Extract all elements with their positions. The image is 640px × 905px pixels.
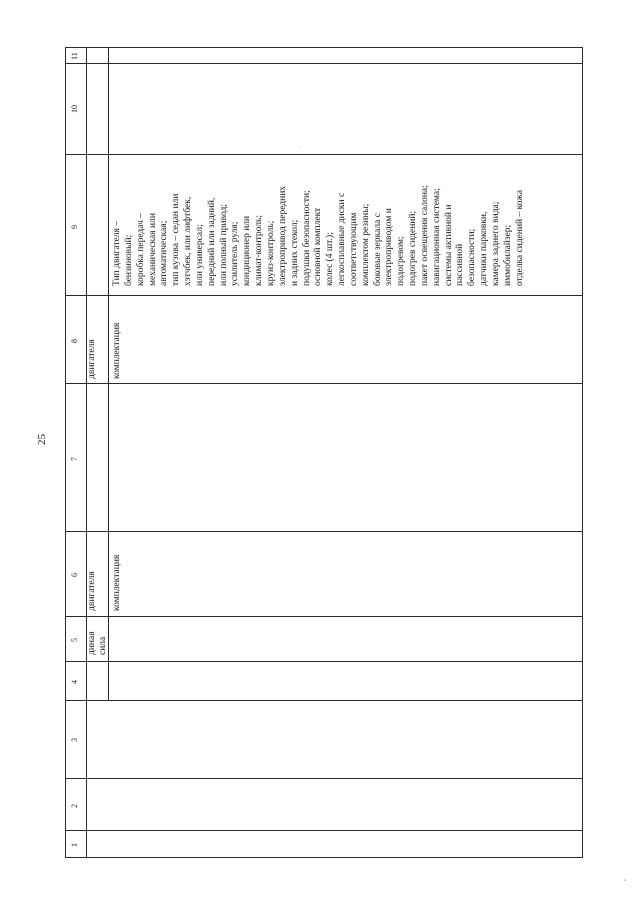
equipment-list-item: климат-контроль; [254,215,265,286]
equipment-list-item: комплектом резины; [360,203,371,286]
equipment-list-item: боковые зеркала с [372,213,383,286]
equipment-list-item: камера заднего вида; [491,201,501,286]
col9-equipment-list [112,0,527,286]
equipment-list-item: или полный привод; [218,204,229,286]
col8-header: двигателя [87,339,97,379]
col6-header: двигателя [87,571,97,611]
col-number-10: 10 [70,105,79,113]
col8-value: комплектация [112,322,122,379]
equipment-list-item: передний или задний, [206,197,217,286]
equipment-list-item: соответствующим [348,212,359,286]
equipment-list-item: пассивной [455,243,466,286]
col-number-8: 8 [70,339,79,343]
col5-line-2: сила [98,636,108,655]
equipment-list-item: колес (4 шт.); [325,232,336,286]
col-number-6: 6 [70,573,79,577]
equipment-list-item: хэтчбек, или лифтбек, [183,196,194,286]
col-number-11: 11 [70,52,79,60]
col-number-9: 9 [70,225,79,229]
equipment-list-item: безопасности; [467,228,478,286]
equipment-list-item: основной комплект [313,207,324,286]
equipment-list-item: тип кузова – седан или [171,193,182,286]
equipment-list-item: круиз-контроль; [265,220,276,286]
equipment-list-item: автоматическая; [159,220,170,286]
equipment-list-item: механическая или [147,213,158,286]
col6-value: комплектация [112,554,122,611]
equipment-list-item: навигационная система; [431,188,442,286]
equipment-list-item: или универсал; [194,224,205,286]
col-number-3: 3 [70,738,79,742]
equipment-list-item: усилитель руля; [230,221,241,286]
col-number-2: 2 [70,804,79,808]
equipment-list-item: подогревом; [396,236,407,286]
equipment-list-item: коробка передач – [135,213,146,286]
equipment-list-item: пакет освещения салона; [419,185,430,286]
equipment-list-item: подогрев сидений; [408,210,419,286]
col-number-4: 4 [70,680,79,684]
equipment-list-item: датчики парковки, [479,211,490,286]
equipment-list-item: легкосплавные диски с [337,192,348,286]
col5-line-1: диная [87,631,97,655]
page-number: 25 [36,434,48,445]
col-number-1: 1 [70,843,79,847]
equipment-list-item: отделка сидений – кожа [514,189,525,286]
col-number-5: 5 [70,638,79,642]
equipment-list-item: системы активной и [443,204,454,286]
equipment-list-item: и задних стекол; [289,219,300,286]
col-number-7: 7 [70,457,79,461]
equipment-list-item: электроприводом и [384,208,395,286]
equipment-list-item: иммобилайзер; [502,224,513,286]
equipment-list-item: электропривод передних [277,185,288,286]
equipment-list-item: Тип двигателя – [112,221,122,286]
equipment-list-item: бензиновый; [123,234,134,286]
equipment-list-item: подушки безопасности; [301,190,312,286]
equipment-list-item: кондиционер или [242,215,253,286]
